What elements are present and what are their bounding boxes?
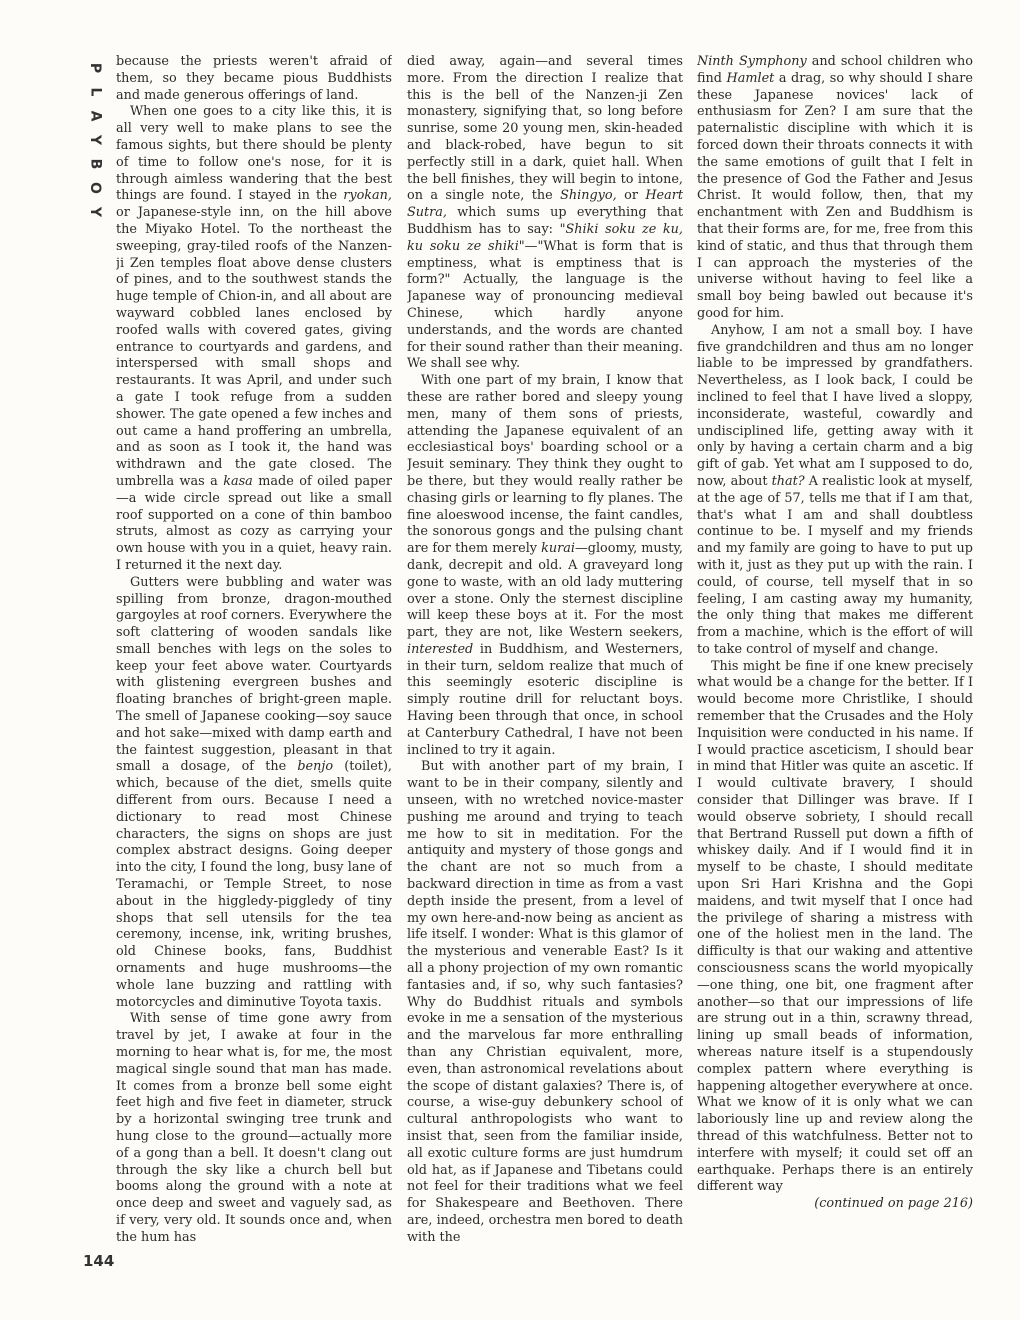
masthead-letter: Y (86, 206, 103, 218)
masthead-letter: B (86, 158, 103, 170)
masthead-letter: A (87, 110, 103, 122)
article-column-1 (116, 54, 392, 1274)
continued-on-link: (continued on page 216) (814, 1196, 973, 1212)
paragraph: This might be fine if one knew precisely what would be a change for the better. If I would become more Christlike, I should remember that the Crusades and the Holy Inquisition were conducted in his name. If I would practice asceticism, I should bear in mind that Hitler was quite an ascetic. If I would cultivate bravery, I should consider that Dillinger was brave. If I would observe sobriety, I should recall that Bertrand Russell put down a fifth of whiskey daily. And if I would find it in myself to be chaste, I should meditate upon Sri Hari Krishna and the Gopi maidens, and twit myself that I once had the privilege of sharing a mistress with one of the holiest men in the land. The difficulty is that our waking and attentive consciousness scans the world myopically—one thing, one bit, one fragment after another—so that our impressions of life are strung out in a thin, scrawny thread, lining up small beads of information, whereas nature itself is a stupendously complex pattern where everything is happening altogether everywhere at once. What we know of it is only what we can laboriously line up and review along the thread of this watchfulness. Better not to interfere with myself; it could set off an earthquake. Perhaps there is an entirely different way (697, 658, 973, 1195)
paragraph: Gutters were bubbling and water was spilling from bronze, dragon-mouthed gargoyles at roof corners. Everywhere the soft clattering of wooden sandals like small benches with legs on the soles to keep your feet above water. Courtyards with glistening evergreen bushes and floating branches of bright-green maple. The smell of Japanese cooking—soy sauce and hot sake—mixed with damp earth and the faintest suggestion, pleasant in that small a dosage, of the benjo (toilet), which, because of the diet, smells quite different from ours. Because I need a dictionary to read most Chinese characters, the signs on shops are just complex abstract designs. Going deeper into the city, I found the long, busy lane of Teramachi, or Temple Street, to nose about in the higgledy-piggledy of tiny shops that sell utensils for the tea ceremony, incense, ink, writing brushes, old Chinese books, fans, Buddhist ornaments and huge mushrooms—the whole lane buzzing and rattling with motorcycles and diminutive Toyota taxis. (116, 574, 392, 1010)
paragraph: Anyhow, I am not a small boy. I have five grandchildren and thus am no longer liable to be impressed by grandfathers. Nevertheless, as I look back, I could be inclined to feel that I have lived a sloppy, inconsiderate, wasteful, cowardly and undisciplined life, getting away with it only by having a certain charm and a big gift of gab. Yet what am I supposed to do, now, about that? A realistic look at myself, at the age of 57, tells me that if I am that, that's what I am and shall doubtless continue to be. I myself and my friends and my family are going to have to put up with it, just as they put up with the rain. I could, of course, tell myself that in so feeling, I am casting away my humanity, the only thing that makes me different from a machine, which is the effort of will to take control of myself and change. (697, 322, 973, 657)
article-column-2 (407, 54, 683, 1274)
paragraph: died away, again—and several times more. From the direction I realize that this is the bell of the Nanzen-ji Zen monastery, signifying that, so long before sunrise, some 20 young men, skin-headed and black-robed, have begun to sit perfectly still in a dark, quiet hall. When the bell finishes, they will begin to intone, on a single note, the Shingyo, or Heart Sutra, which sums up everything that Buddhism has to say: "Shiki soku ze ku, ku soku ze shiki"—"What is form that is emptiness, what is emptiness that is form?" Actually, the language is the Japanese way of pronouncing medieval Chinese, which hardly anyone understands, and the words are chanted for their sound rather than their meaning. We shall see why. (407, 54, 683, 372)
paragraph: With sense of time gone awry from travel by jet, I awake at four in the morning to hear what is, for me, the most magical single sound that man has made. It comes from a bronze bell some eight feet high and five feet in diameter, struck by a horizontal swinging tree trunk and hung close to the ground—actually more of a gong than a bell. It doesn't clang out through the sky like a church bell but booms along the ground with a note at once deep and sweet and vaguely sad, as if very, very old. It sounds once and, when the hum has (116, 1011, 392, 1245)
paragraph: When one goes to a city like this, it is all very well to make plans to see the famous sights, but there should be plenty of time to follow one's nose, for it is through aimless wandering that the best things are found. I stayed in the ryokan, or Japanese-style inn, on the hill above the Miyako Hotel. To the northeast the sweeping, gray-tiled roofs of the Nanzen-ji Zen temples float above dense clusters of pines, and to the southwest stands the huge temple of Chion-in, and all about are wayward cobbled lanes enclosed by roofed walls with covered gates, giving entrance to courtyards and gardens, and interspersed with small shops and restaurants. It was April, and under such a gate I took refuge from a sudden shower. The gate opened a few inches and out came a hand proffering an umbrella, and as soon as I took it, the hand was withdrawn and the gate closed. The umbrella was a kasa made of oiled paper—a wide circle spread out like a small roof supported on a cone of thin bamboo struts, almost as cozy as carrying your own house with you in a quiet, heavy rain. I returned it the next day. (116, 104, 392, 573)
page-number: 144 (83, 1252, 115, 1270)
paragraph: because the priests weren't afraid of them, so they became pious Buddhists and made generous offerings of land. (116, 54, 392, 103)
masthead-letter: L (86, 87, 103, 97)
magazine-masthead-vertical (82, 56, 108, 224)
article-column-3 (697, 54, 973, 1274)
paragraph: Ninth Symphony and school children who find Hamlet a drag, so why should I share these Japanese novices' lack of enthusiasm for Zen? I am sure that the paternalistic discipline with which it is forced down their throats connects it with the same emotions of guilt that I felt in the presence of God the Father and Jesus Christ. It would follow, then, that my enchantment with Zen and Buddhism is that their forms are, for me, free from this kind of static, and thus that through them I can approach the mysteries of the universe without having to feel like a small boy being bawled out because it's good for him. (697, 54, 973, 321)
masthead-letter: P (86, 62, 103, 74)
masthead-letter: O (87, 182, 103, 194)
paragraph: But with another part of my brain, I want to be in their company, silently and unseen, with no wretched novice-master pushing me around and trying to teach me how to sit in meditation. For the antiquity and mystery of those gongs and the chant are not so much from a backward direction in time as from a vast depth inside the present, from a level of my own here-and-now being as ancient as life itself. I wonder: What is this glamor of the mysterious and venerable East? Is it all a phony projection of my own romantic fantasies and, if so, why such fantasies? Why do Buddhist rituals and symbols evoke in me a sensation of the mysterious and the marvelous far more enthralling than any Christian equivalent, more, even, than astronomical revelations about the scope of distant galaxies? There is, of course, a wise-guy debunkery school of cultural anthropologists who want to insist that, seen from the familiar inside, all exotic culture forms are just humdrum old hat, as if Japanese and Tibetans could not feel for their traditions what we feel for Shakespeare and Beethoven. There are, indeed, orchestra men bored to death with the (407, 759, 683, 1245)
paragraph: With one part of my brain, I know that these are rather bored and sleepy young men, many of them sons of priests, attending the Japanese equivalent of an ecclesiastical boys' boarding school or a Jesuit seminary. They think they ought to be there, but they would really rather be chasing girls or learning to fly planes. The fine aloeswood incense, the faint candles, the sonorous gongs and the pulsing chant are for them merely kurai—gloomy, musty, dank, decrepit and old. A graveyard long gone to waste, with an old lady muttering over a stone. Only the sternest discipline will keep these boys at it. For the most part, they are not, like Western seekers, interested in Buddhism, and Westerners, in their turn, seldom realize that much of this seemingly esoteric discipline is simply routine drill for reluctant boys. Having been through that once, in school at Canterbury Cathedral, I have not been inclined to try it again. (407, 373, 683, 758)
masthead-letter: Y (86, 134, 103, 146)
